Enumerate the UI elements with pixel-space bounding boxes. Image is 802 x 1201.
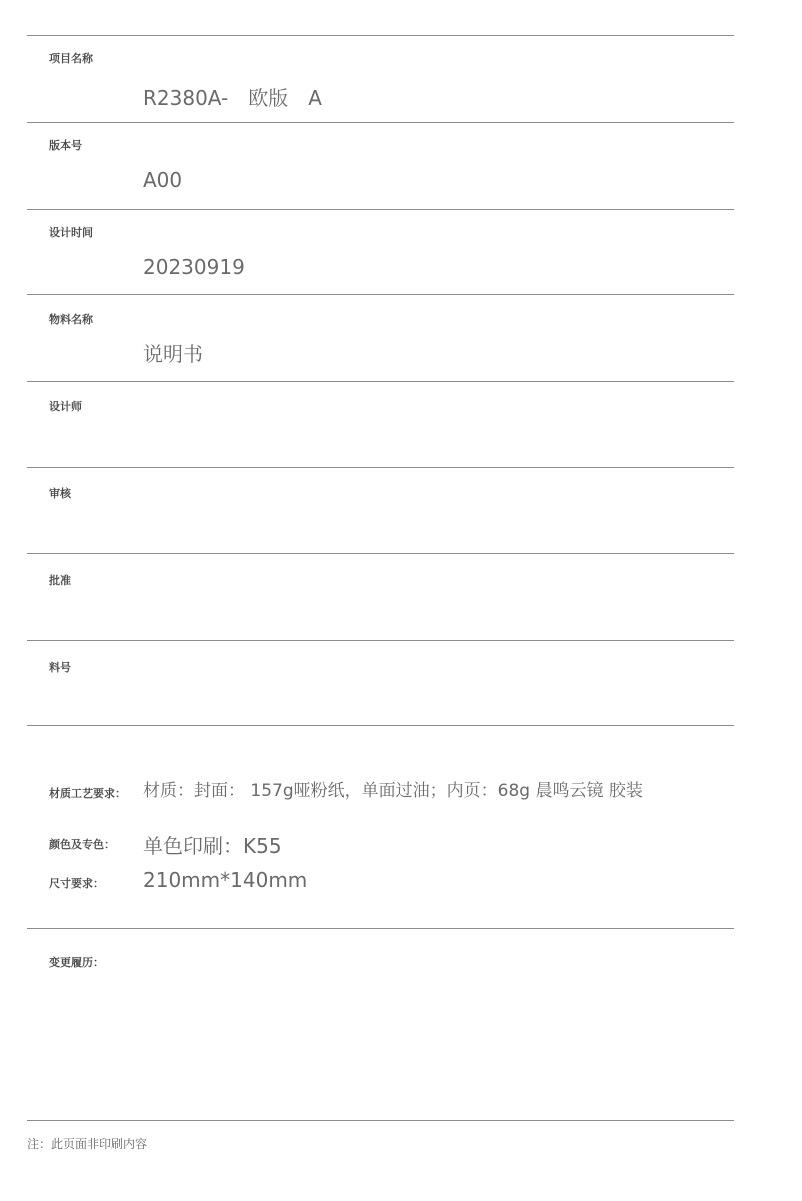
divider — [27, 1120, 734, 1121]
design-date-label: 设计时间 — [49, 226, 93, 239]
material-process-label: 材质工艺要求： — [49, 787, 126, 800]
project-name-label: 项目名称 — [49, 52, 93, 65]
divider — [27, 294, 734, 295]
divider — [27, 35, 734, 36]
divider — [27, 122, 734, 123]
design-date-value: 20230919 — [143, 255, 245, 279]
review-label: 审核 — [49, 487, 71, 500]
version-value: A00 — [143, 168, 183, 192]
part-number-label: 料号 — [49, 661, 71, 674]
color-label: 颜色及专色： — [49, 838, 115, 851]
divider — [27, 640, 734, 641]
approval-label: 批准 — [49, 574, 71, 587]
material-process-value: 材质：封面： 157g哑粉纸，单面过油；内页：68g 晨鸣云镜 胶装 — [143, 781, 643, 801]
version-label: 版本号 — [49, 139, 82, 152]
divider — [27, 209, 734, 210]
change-history-label: 变更履历： — [49, 956, 104, 969]
divider — [27, 381, 734, 382]
divider — [27, 725, 734, 726]
color-value: 单色印刷：K55 — [143, 834, 282, 858]
divider — [27, 928, 734, 929]
material-name-value: 说明书 — [143, 342, 203, 366]
size-value: 210mm*140mm — [143, 868, 308, 892]
footer-note: 注：此页面非印刷内容 — [27, 1137, 148, 1151]
divider — [27, 553, 734, 554]
material-name-label: 物料名称 — [49, 313, 93, 326]
size-label: 尺寸要求： — [49, 877, 104, 890]
designer-label: 设计师 — [49, 400, 82, 413]
spec-sheet — [27, 0, 734, 1201]
project-name-value: R2380A- 欧版 A — [143, 86, 322, 110]
divider — [27, 467, 734, 468]
